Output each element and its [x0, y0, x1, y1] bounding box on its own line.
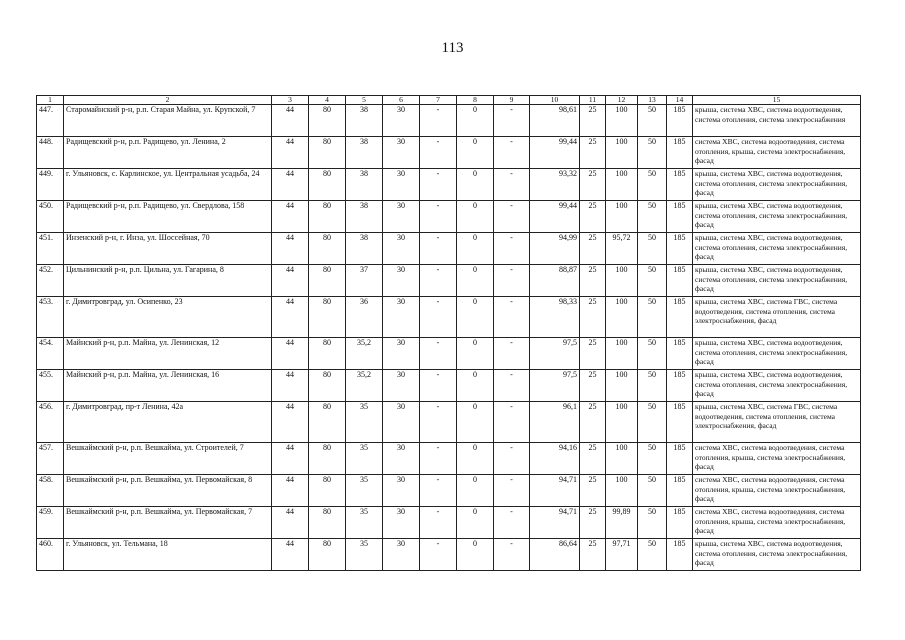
row-number: 447.: [37, 105, 64, 137]
value-cell-9: -: [494, 137, 530, 169]
works-list-cell: система ХВС, система водоотведения, система отопления, крыша, система электроснабжения, фасад: [693, 475, 861, 507]
value-cell-10: 99,44: [530, 201, 580, 233]
column-number-header: 4: [309, 96, 346, 105]
value-cell-11: 25: [580, 169, 606, 201]
value-cell-4: 80: [309, 265, 346, 297]
value-cell-10: 94,16: [530, 443, 580, 475]
value-cell-6: 30: [383, 297, 420, 338]
column-number-row: [37, 96, 861, 105]
works-list-cell: крыша, система ХВС, система ГВС, система водоотведения, система отопления, система электроснабжения, фасад: [693, 402, 861, 443]
row-number: 457.: [37, 443, 64, 475]
works-list-cell: крыша, система ХВС, система водоотведения, система отопления, система электроснабжения, фасад: [693, 169, 861, 201]
value-cell-12: 100: [606, 475, 638, 507]
value-cell-13: 50: [638, 265, 667, 297]
table-row: [37, 265, 861, 297]
table-row: [37, 105, 861, 137]
value-cell-12: 100: [606, 338, 638, 370]
value-cell-5: 38: [346, 233, 383, 265]
value-cell-9: -: [494, 443, 530, 475]
value-cell-12: 100: [606, 169, 638, 201]
value-cell-3: 44: [272, 201, 309, 233]
value-cell-7: -: [420, 105, 457, 137]
address-cell: г. Димитровград, пр-т Ленина, 42а: [64, 402, 272, 443]
address-cell: Инзенский р-н, г. Инза, ул. Шоссейная, 70: [64, 233, 272, 265]
address-cell: г. Димитровград, ул. Осипенко, 23: [64, 297, 272, 338]
address-cell: г. Ульяновск, ул. Тельмана, 18: [64, 539, 272, 571]
value-cell-3: 44: [272, 539, 309, 571]
value-cell-14: 185: [667, 201, 693, 233]
address-cell: Майнский р-н, р.п. Майна, ул. Ленинская, 12: [64, 338, 272, 370]
value-cell-9: -: [494, 297, 530, 338]
value-cell-6: 30: [383, 507, 420, 539]
address-cell: Майнский р-н, р.п. Майна, ул. Ленинская, 16: [64, 370, 272, 402]
value-cell-10: 96,1: [530, 402, 580, 443]
column-number-header: 11: [580, 96, 606, 105]
row-number: 458.: [37, 475, 64, 507]
value-cell-3: 44: [272, 137, 309, 169]
value-cell-8: 0: [457, 137, 494, 169]
value-cell-10: 94,71: [530, 507, 580, 539]
value-cell-10: 94,99: [530, 233, 580, 265]
column-number-header: 1: [37, 96, 64, 105]
value-cell-5: 36: [346, 297, 383, 338]
value-cell-8: 0: [457, 105, 494, 137]
value-cell-8: 0: [457, 338, 494, 370]
value-cell-3: 44: [272, 265, 309, 297]
value-cell-3: 44: [272, 169, 309, 201]
column-number-header: 8: [457, 96, 494, 105]
value-cell-8: 0: [457, 233, 494, 265]
value-cell-8: 0: [457, 475, 494, 507]
row-number: 459.: [37, 507, 64, 539]
value-cell-10: 97,5: [530, 370, 580, 402]
table-row: [37, 370, 861, 402]
value-cell-8: 0: [457, 169, 494, 201]
column-number-header: 9: [494, 96, 530, 105]
works-list-cell: система ХВС, система водоотведения, система отопления, крыша, система электроснабжения, фасад: [693, 137, 861, 169]
value-cell-9: -: [494, 539, 530, 571]
column-number-header: 14: [667, 96, 693, 105]
works-list-cell: крыша, система ХВС, система водоотведения, система отопления, система электроснабжения, фасад: [693, 265, 861, 297]
value-cell-14: 185: [667, 443, 693, 475]
value-cell-4: 80: [309, 539, 346, 571]
value-cell-14: 185: [667, 233, 693, 265]
value-cell-9: -: [494, 105, 530, 137]
value-cell-11: 25: [580, 475, 606, 507]
value-cell-13: 50: [638, 338, 667, 370]
value-cell-7: -: [420, 443, 457, 475]
value-cell-7: -: [420, 539, 457, 571]
value-cell-3: 44: [272, 338, 309, 370]
value-cell-5: 38: [346, 169, 383, 201]
address-cell: Радищевский р-н, р.п. Радищево, ул. Свердлова, 158: [64, 201, 272, 233]
value-cell-13: 50: [638, 507, 667, 539]
value-cell-10: 99,44: [530, 137, 580, 169]
value-cell-6: 30: [383, 201, 420, 233]
value-cell-9: -: [494, 475, 530, 507]
value-cell-6: 30: [383, 338, 420, 370]
value-cell-11: 25: [580, 265, 606, 297]
value-cell-11: 25: [580, 443, 606, 475]
value-cell-12: 100: [606, 297, 638, 338]
works-list-cell: крыша, система ХВС, система водоотведения, система отопления, система электроснабжения, фасад: [693, 201, 861, 233]
table-row: [37, 443, 861, 475]
value-cell-13: 50: [638, 297, 667, 338]
value-cell-7: -: [420, 507, 457, 539]
value-cell-11: 25: [580, 507, 606, 539]
value-cell-11: 25: [580, 338, 606, 370]
value-cell-8: 0: [457, 370, 494, 402]
value-cell-6: 30: [383, 443, 420, 475]
column-number-header: 5: [346, 96, 383, 105]
address-cell: Старомайнский р-н, р.п. Старая Майна, ул. Крупской, 7: [64, 105, 272, 137]
row-number: 455.: [37, 370, 64, 402]
value-cell-4: 80: [309, 338, 346, 370]
table-body: [37, 105, 861, 571]
works-list-cell: крыша, система ХВС, система водоотведения, система отопления, система электроснабжения, фасад: [693, 338, 861, 370]
column-number-header: 7: [420, 96, 457, 105]
value-cell-4: 80: [309, 297, 346, 338]
works-list-cell: крыша, система ХВС, система водоотведения, система отопления, система электроснабжения, фасад: [693, 539, 861, 571]
value-cell-11: 25: [580, 201, 606, 233]
column-number-header: 10: [530, 96, 580, 105]
row-number: 453.: [37, 297, 64, 338]
table-row: [37, 297, 861, 338]
address-cell: г. Ульяновск, с. Карлинское, ул. Центральная усадьба, 24: [64, 169, 272, 201]
address-cell: Радищевский р-н, р.п. Радищево, ул. Ленина, 2: [64, 137, 272, 169]
value-cell-6: 30: [383, 265, 420, 297]
value-cell-7: -: [420, 201, 457, 233]
value-cell-5: 35: [346, 539, 383, 571]
works-list-cell: система ХВС, система водоотведения, система отопления, крыша, система электроснабжения, фасад: [693, 443, 861, 475]
value-cell-13: 50: [638, 539, 667, 571]
value-cell-12: 95,72: [606, 233, 638, 265]
row-number: 454.: [37, 338, 64, 370]
value-cell-12: 100: [606, 201, 638, 233]
works-list-cell: крыша, система ХВС, система водоотведения, система отопления, система электроснабжения, фасад: [693, 370, 861, 402]
table-row: [37, 402, 861, 443]
table-row: [37, 338, 861, 370]
value-cell-7: -: [420, 233, 457, 265]
works-list-cell: крыша, система ХВС, система ГВС, система водоотведения, система отопления, система электроснабжения, фасад: [693, 297, 861, 338]
value-cell-7: -: [420, 297, 457, 338]
row-number: 456.: [37, 402, 64, 443]
row-number: 450.: [37, 201, 64, 233]
value-cell-12: 100: [606, 105, 638, 137]
value-cell-10: 97,5: [530, 338, 580, 370]
value-cell-14: 185: [667, 265, 693, 297]
table-row: [37, 475, 861, 507]
row-number: 451.: [37, 233, 64, 265]
value-cell-7: -: [420, 169, 457, 201]
value-cell-7: -: [420, 338, 457, 370]
value-cell-7: -: [420, 402, 457, 443]
value-cell-5: 38: [346, 201, 383, 233]
value-cell-10: 98,61: [530, 105, 580, 137]
value-cell-9: -: [494, 338, 530, 370]
table-row: [37, 201, 861, 233]
row-number: 460.: [37, 539, 64, 571]
value-cell-13: 50: [638, 201, 667, 233]
value-cell-13: 50: [638, 105, 667, 137]
value-cell-8: 0: [457, 265, 494, 297]
value-cell-6: 30: [383, 105, 420, 137]
column-number-header: 13: [638, 96, 667, 105]
column-number-header: 6: [383, 96, 420, 105]
value-cell-5: 35: [346, 402, 383, 443]
value-cell-3: 44: [272, 297, 309, 338]
value-cell-12: 100: [606, 402, 638, 443]
value-cell-6: 30: [383, 233, 420, 265]
value-cell-5: 38: [346, 105, 383, 137]
value-cell-13: 50: [638, 370, 667, 402]
value-cell-11: 25: [580, 539, 606, 571]
value-cell-10: 88,87: [530, 265, 580, 297]
value-cell-6: 30: [383, 169, 420, 201]
value-cell-14: 185: [667, 370, 693, 402]
value-cell-4: 80: [309, 507, 346, 539]
value-cell-10: 86,64: [530, 539, 580, 571]
value-cell-13: 50: [638, 475, 667, 507]
value-cell-7: -: [420, 137, 457, 169]
value-cell-12: 100: [606, 443, 638, 475]
page-number: 113: [441, 40, 464, 56]
column-number-header: 3: [272, 96, 309, 105]
table-row: [37, 137, 861, 169]
value-cell-4: 80: [309, 233, 346, 265]
value-cell-7: -: [420, 370, 457, 402]
value-cell-3: 44: [272, 507, 309, 539]
value-cell-11: 25: [580, 137, 606, 169]
value-cell-14: 185: [667, 297, 693, 338]
value-cell-12: 100: [606, 370, 638, 402]
value-cell-4: 80: [309, 370, 346, 402]
value-cell-13: 50: [638, 169, 667, 201]
value-cell-5: 35,2: [346, 370, 383, 402]
value-cell-11: 25: [580, 370, 606, 402]
value-cell-8: 0: [457, 507, 494, 539]
table-row: [37, 169, 861, 201]
value-cell-9: -: [494, 370, 530, 402]
value-cell-5: 35: [346, 475, 383, 507]
value-cell-4: 80: [309, 169, 346, 201]
value-cell-13: 50: [638, 137, 667, 169]
value-cell-8: 0: [457, 201, 494, 233]
value-cell-14: 185: [667, 475, 693, 507]
value-cell-4: 80: [309, 201, 346, 233]
address-cell: Вешкаймский р-н, р.п. Вешкайма, ул. Первомайская, 8: [64, 475, 272, 507]
value-cell-14: 185: [667, 338, 693, 370]
value-cell-6: 30: [383, 475, 420, 507]
value-cell-5: 35,2: [346, 338, 383, 370]
value-cell-11: 25: [580, 233, 606, 265]
value-cell-12: 100: [606, 137, 638, 169]
column-number-header: 12: [606, 96, 638, 105]
row-number: 448.: [37, 137, 64, 169]
value-cell-5: 35: [346, 507, 383, 539]
value-cell-8: 0: [457, 539, 494, 571]
value-cell-8: 0: [457, 297, 494, 338]
value-cell-4: 80: [309, 105, 346, 137]
value-cell-5: 35: [346, 443, 383, 475]
value-cell-14: 185: [667, 169, 693, 201]
value-cell-6: 30: [383, 370, 420, 402]
value-cell-3: 44: [272, 105, 309, 137]
column-number-header: 2: [64, 96, 272, 105]
value-cell-3: 44: [272, 233, 309, 265]
value-cell-13: 50: [638, 402, 667, 443]
value-cell-4: 80: [309, 402, 346, 443]
value-cell-11: 25: [580, 402, 606, 443]
address-cell: Вешкаймский р-н, р.п. Вешкайма, ул. Строителей, 7: [64, 443, 272, 475]
value-cell-12: 100: [606, 265, 638, 297]
value-cell-11: 25: [580, 105, 606, 137]
housing-register-table: [36, 95, 861, 571]
value-cell-4: 80: [309, 443, 346, 475]
value-cell-3: 44: [272, 475, 309, 507]
value-cell-14: 185: [667, 402, 693, 443]
value-cell-3: 44: [272, 370, 309, 402]
table-row: [37, 233, 861, 265]
value-cell-9: -: [494, 169, 530, 201]
address-cell: Цильнинский р-н, р.п. Цильна, ул. Гагарина, 8: [64, 265, 272, 297]
address-cell: Вешкаймский р-н, р.п. Вешкайма, ул. Первомайская, 7: [64, 507, 272, 539]
value-cell-12: 99,89: [606, 507, 638, 539]
value-cell-14: 185: [667, 137, 693, 169]
value-cell-9: -: [494, 233, 530, 265]
value-cell-13: 50: [638, 233, 667, 265]
value-cell-10: 93,32: [530, 169, 580, 201]
value-cell-3: 44: [272, 443, 309, 475]
value-cell-12: 97,71: [606, 539, 638, 571]
value-cell-6: 30: [383, 137, 420, 169]
works-list-cell: система ХВС, система водоотведения, система отопления, крыша, система электроснабжения, фасад: [693, 507, 861, 539]
value-cell-14: 185: [667, 539, 693, 571]
value-cell-5: 37: [346, 265, 383, 297]
value-cell-13: 50: [638, 443, 667, 475]
value-cell-9: -: [494, 265, 530, 297]
value-cell-10: 98,33: [530, 297, 580, 338]
value-cell-7: -: [420, 475, 457, 507]
row-number: 449.: [37, 169, 64, 201]
value-cell-7: -: [420, 265, 457, 297]
value-cell-14: 185: [667, 507, 693, 539]
value-cell-8: 0: [457, 443, 494, 475]
value-cell-6: 30: [383, 402, 420, 443]
value-cell-5: 38: [346, 137, 383, 169]
value-cell-9: -: [494, 507, 530, 539]
value-cell-14: 185: [667, 105, 693, 137]
table-row: [37, 539, 861, 571]
works-list-cell: крыша, система ХВС, система водоотведения, система отопления, система электроснабжения, фасад: [693, 233, 861, 265]
value-cell-3: 44: [272, 402, 309, 443]
value-cell-8: 0: [457, 402, 494, 443]
value-cell-4: 80: [309, 137, 346, 169]
value-cell-11: 25: [580, 297, 606, 338]
table-row: [37, 507, 861, 539]
works-list-cell: крыша, система ХВС, система водоотведения, система отопления, система электроснабжения: [693, 105, 861, 137]
column-number-header: 15: [693, 96, 861, 105]
value-cell-4: 80: [309, 475, 346, 507]
value-cell-10: 94,71: [530, 475, 580, 507]
value-cell-9: -: [494, 201, 530, 233]
row-number: 452.: [37, 265, 64, 297]
value-cell-9: -: [494, 402, 530, 443]
value-cell-6: 30: [383, 539, 420, 571]
